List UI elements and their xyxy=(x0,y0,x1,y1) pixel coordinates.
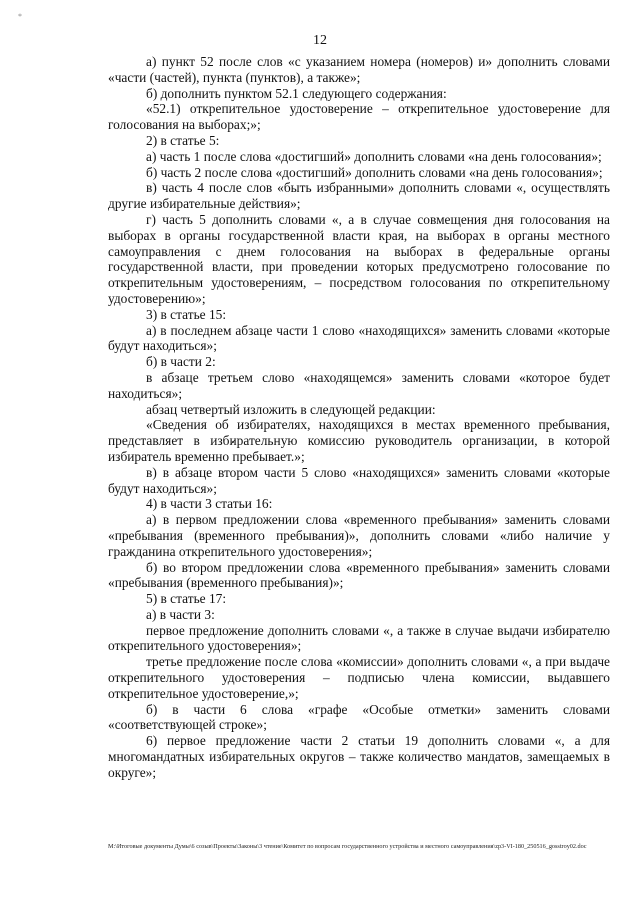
paragraph: а) в части 3: xyxy=(146,606,215,622)
paragraph: б) в части 6 слова «графе «Особые отметки» заменить словами «соответствующей строке»; xyxy=(108,701,610,733)
paragraph: а) в первом предложении слова «временного пребывания» заменить словами «пребывания (временного пребывания)», дополнить словами «либо наличие у гражданина открепительного удостоверения»; xyxy=(108,512,610,559)
paragraph: б) в части 2: xyxy=(146,354,216,370)
paragraph: в) часть 4 после слов «быть избранными» дополнить словами «, осуществлять другие избирательные действия»; xyxy=(108,180,610,212)
paragraph: первое предложение дополнить словами «, а также в случае выдачи избирателю открепительного удостоверения»; xyxy=(108,622,610,654)
paragraph: абзац четвертый изложить в следующей редакции: xyxy=(146,401,436,417)
paragraph: а) пункт 52 после слов «с указанием номера (номеров) и» дополнить словами «части (частей), пункта (пунктов), а также»; xyxy=(108,54,610,85)
paragraph: б) дополнить пунктом 52.1 следующего содержания: xyxy=(146,85,447,101)
page-number: 12 xyxy=(313,33,327,48)
paragraph: «52.1) открепительное удостоверение – открепительное удостоверение для голосования на выборах;»; xyxy=(108,101,610,133)
paragraph: а) часть 1 после слова «достигший» дополнить словами «на день голосования»; xyxy=(146,148,602,164)
paragraph: третье предложение после слова «комиссии» дополнить словами «, а при выдаче открепительного удостоверения – подписью члена комиссии, выдавшего открепительное удостоверение,»; xyxy=(108,654,610,701)
paragraph: 6) первое предложение части 2 статьи 19 дополнить словами «, а для многомандатных избирательных округов – также количество мандатов, замещаемых в округе»; xyxy=(108,733,610,780)
document-body xyxy=(108,54,610,781)
paragraph: г) часть 5 дополнить словами «, а в случае совмещения дня голосования на выборах в органы государственной власти края, на выборах в органы местного самоуправления с днем голосования на выборах в федеральные органы государственной власти, при проведении которых предусмотрено голосование по открепительным удостоверениям, – посредством голосования по открепительному удостоверению»; xyxy=(108,211,610,306)
paragraph: 2) в статье 5: xyxy=(146,132,220,148)
paragraph: б) во втором предложении слова «временного пребывания» заменить словами «пребывания (временного пребывания)»; xyxy=(108,559,610,591)
paragraph: б) часть 2 после слова «достигший» дополнить словами «на день голосования»; xyxy=(146,164,603,180)
file-path-footer: M:\Итоговые документы Думы\6 созыв\Проекты\Законы\3 чтение\Комитет по вопросам государственного устройства и местного самоуправления\zp3-VI-180_250516_gosstroy02.doc xyxy=(108,843,587,850)
corner-mark: * xyxy=(18,12,22,21)
paragraph: 5) в статье 17: xyxy=(146,591,227,607)
paragraph: 4) в части 3 статьи 16: xyxy=(146,496,273,512)
paragraph: а) в последнем абзаце части 1 слово «находящихся» заменить словами «которые будут находиться»; xyxy=(108,322,610,354)
paragraph: «Сведения об избирателях, находящихся в местах временного пребывания, представляет в избирательную комиссию руководитель организации, в которой избиратель временно пребывает.»; xyxy=(108,417,610,464)
paragraph: 3) в статье 15: xyxy=(146,306,227,322)
paragraph: в) в абзаце втором части 5 слово «находящихся» заменить словами «которые будут находиться»; xyxy=(108,464,610,496)
paragraph: в абзаце третьем слово «находящемся» заменить словами «которое будет находиться»; xyxy=(108,369,610,401)
